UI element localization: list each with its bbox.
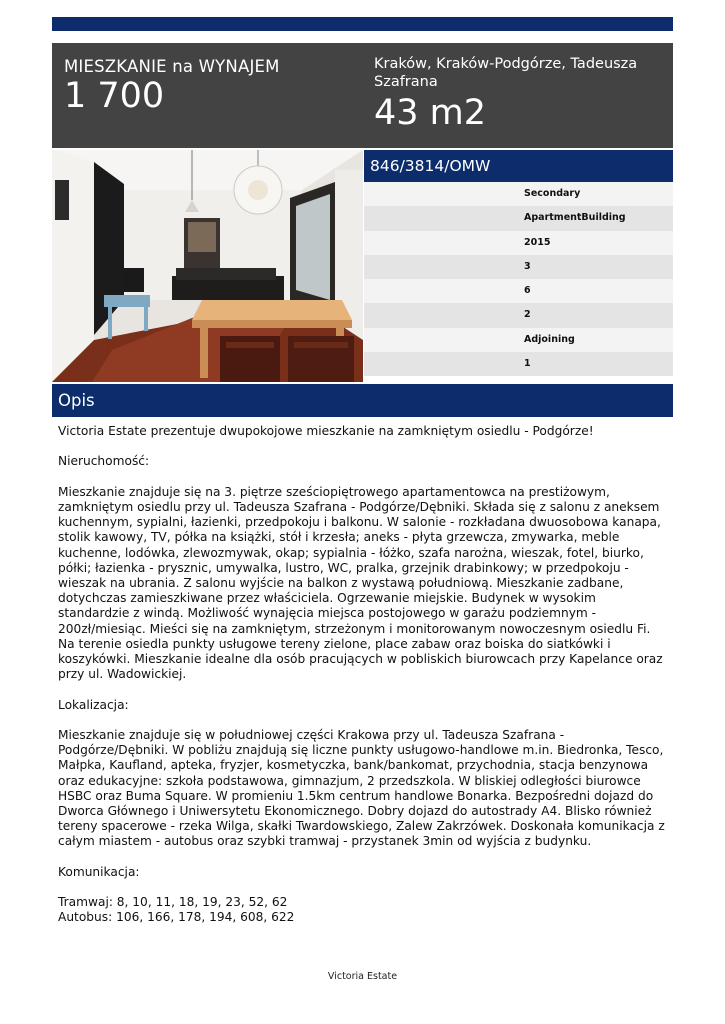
transport-tram: Tramwaj: 8, 10, 11, 18, 19, 23, 52, 62	[58, 895, 288, 910]
detail-row-building-type: ApartmentBuilding	[364, 206, 673, 230]
description-intro: Victoria Estate prezentuje dwupokojowe mieszkanie na zamkniętym osiedlu - Podgórze!	[58, 424, 594, 438]
description-location-text: Mieszkanie znajduje się w południowej części Krakowa przy ul. Tadeusza Szafrana - Podgórze/Dębniki. W pobliżu znajdują się liczne punkty usługowo-handlowe m.in. Biedronka, Tesco, Małpka, Kaufland, apteka, fryzjer, kosmetyczka, bank/bankomat, przychodnia, stacja benzynowa oraz edukacyjne: szkoła podstawowa, gimnazjum, 2 przedszkola. W bliskiej odległości biurowce HSBC oraz Buma Square. W promieniu 1.5km centrum handlowe Bonarka. Bezpośredni dojazd do Dworca Głównego i Uniwersytetu Ekonomicznego. Dobry dojazd do autostrady A4. Blisko również tereny spacerowe - rzeka Wilga, skałki Twardowskiego, Zalew Zakrzówek. Doskonała komunikacja z całym miastem - autobus oraz szybki tramwaj - przystanek 3min od wyjścia z budynku.	[58, 728, 665, 849]
listing-price: 1 700	[64, 76, 165, 116]
description-heading-property: Nieruchomość:	[58, 454, 150, 469]
listing-header	[52, 43, 673, 148]
transport-list	[58, 895, 670, 925]
description-section-header	[52, 384, 673, 417]
apartment-photo	[52, 150, 363, 382]
listing-area: 43 m2	[374, 93, 487, 133]
top-accent-bar	[52, 17, 673, 31]
header-left	[64, 57, 364, 114]
detail-row-market: Secondary	[364, 182, 673, 206]
detail-row-floors-total: 6	[364, 279, 673, 303]
listing-type: MIESZKANIE na WYNAJEM	[64, 57, 280, 76]
description-property-text: Mieszkanie znajduje się na 3. piętrze sześciopiętrowego apartamentowca na prestiżowym, zamkniętym osiedlu przy ul. Tadeusza Szafrana - Podgórze/Dębniki. Składa się z salonu z aneksem kuchennym, sypialni, łazienki, przedpokoju i balkonu. W salonie - rozkładana dwuosobowa kanapa, stolik kawowy, TV, półka na książki, stół i krzesła; aneks - płyta grzewcza, zmywarka, meble kuchenne, lodówka, zlewozmywak, okap; sypialnia - łóżko, szafa narożna, wieszak, fotel, biurko, półki; łazienka - prysznic, umywalka, lustro, WC, pralka, grzejnik drabinkowy; w przedpokoju - wieszak na ubrania. Z salonu wyjście na balkon z wystawą południową. Mieszkanie zadbane, dotychczas zamieszkiwane przez właściciela. Ogrzewanie miejskie. Budynek w wysokim standardzie z windą. Możliwość wynajęcia miejsca postojowego w garażu podziemnym - 200zł/miesiąc. Mieści się na zamkniętym, strzeżonym i monitorowanym nowoczesnym osiedlu Fi. Na terenie osiedla punkty usługowe tereny zielone, place zabaw oraz boiska do siatkówki i koszykówki. Mieszkanie idealne dla osób pracujących w pobliskich biurowcach przy Kapelance oraz przy ul. Wadowickiej.	[58, 484, 663, 682]
description-heading-location: Lokalizacja:	[58, 697, 129, 712]
offer-reference: 846/3814/OMW	[364, 150, 673, 182]
detail-row-bathrooms: 1	[364, 352, 673, 376]
description-body	[58, 424, 670, 926]
description-heading-transport: Komunikacja:	[58, 864, 140, 879]
property-details	[364, 150, 673, 376]
section-title: Opis	[58, 391, 95, 410]
footer-agency: Victoria Estate	[327, 971, 398, 982]
detail-row-build-year: 2015	[364, 231, 673, 255]
detail-row-kitchen: Adjoining	[364, 328, 673, 352]
detail-row-floor: 3	[364, 255, 673, 279]
details-table	[364, 182, 673, 376]
detail-row-rooms: 2	[364, 303, 673, 327]
transport-bus: Autobus: 106, 166, 178, 194, 608, 622	[58, 910, 295, 925]
listing-address: Kraków, Kraków-Podgórze, Tadeusza Szafrana	[374, 56, 638, 90]
header-right	[374, 55, 664, 133]
